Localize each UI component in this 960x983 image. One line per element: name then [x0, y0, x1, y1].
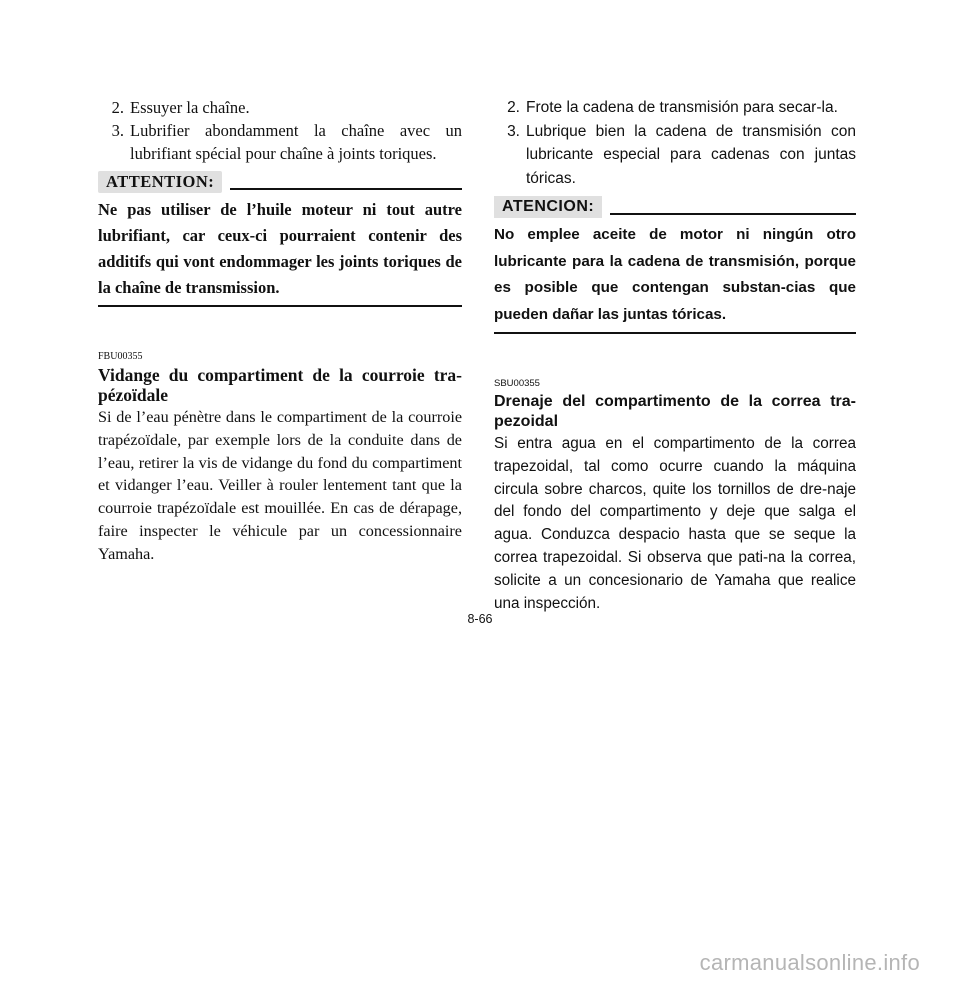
french-section-code: FBU00355: [98, 351, 143, 362]
caution-label: ATTENTION:: [98, 171, 222, 193]
step-number: 2.: [507, 99, 520, 116]
french-steps: [98, 96, 462, 165]
step-text: Lubrifier abondamment la chaîne avec un lubrifiant spécial pour chaîne à joints toriques.: [130, 121, 462, 163]
french-column: [98, 96, 462, 566]
spanish-section-code: SBU00355: [494, 378, 540, 389]
caution-rule: [610, 199, 856, 215]
step-text: Lubrique bien la cadena de transmisión con lubricante especial para cadenas con juntas tóricas.: [526, 122, 856, 187]
caution-rule: [230, 174, 462, 190]
spanish-caution-header: [494, 196, 856, 218]
step-number: 3.: [507, 122, 520, 140]
step-number: 3.: [111, 121, 124, 140]
spanish-section-text: Si entra agua en el compartimento de la correa trapezoidal, tal como ocurre cuando la máquina circula sobre charcos, quite los tornillos de dre-naje del fondo del compartimento y deje que salga el agua. Conduzca despacio hasta que se seque la correa trapezoidal. Si observa que pati-na la correa, solicite a un concesionario de Yamaha que realice una inspección.: [494, 435, 856, 612]
french-caution-header: [98, 171, 462, 193]
caution-end-rule: [98, 305, 462, 307]
step-number: 2.: [111, 98, 124, 117]
step-text: Frote la cadena de transmisión para secar-la.: [526, 99, 838, 116]
french-step-3: [98, 119, 462, 165]
french-section-title: Vidange du compartiment de la courroie tra-pézoïdale: [98, 365, 462, 405]
spanish-section-title: Drenaje del compartimento de la correa tra-pezoidal: [494, 393, 856, 430]
page-number: 8-66: [467, 612, 493, 626]
spanish-caution-text: No emplee aceite de motor ni ningún otro lubricante para la cadena de transmisión, porque es posible que contengan substan-cias que pueden dañar las juntas tóricas.: [494, 226, 856, 323]
spanish-step-3: [494, 120, 856, 191]
step-text: Essuyer la chaîne.: [130, 98, 250, 117]
watermark: carmanualsonline.info: [699, 950, 920, 975]
spanish-steps: [494, 96, 856, 190]
french-section-text: Si de l’eau pénètre dans le compartiment de la courroie trapézoïdale, par exemple lors de la conduite dans de l’eau, retirer la vis de vidange du fond du compartiment et vidanger l’eau. Veiller à rouler lentement tant que la courroie trapézoïdale est mouillée. En cas de dérapage, faire inspecter le véhicule par un concessionnaire Yamaha.: [98, 408, 462, 563]
caution-label: ATENCION:: [494, 196, 602, 218]
french-caution-text: Ne pas utiliser de l’huile moteur ni tout autre lubrifiant, car ceux-ci pourraient contenir des additifs qui vont endommager les joints toriques de la chaîne de transmission.: [98, 200, 462, 297]
caution-end-rule: [494, 332, 856, 334]
spanish-column: [494, 96, 856, 615]
spanish-step-2: [494, 96, 856, 120]
french-step-2: [98, 96, 462, 119]
